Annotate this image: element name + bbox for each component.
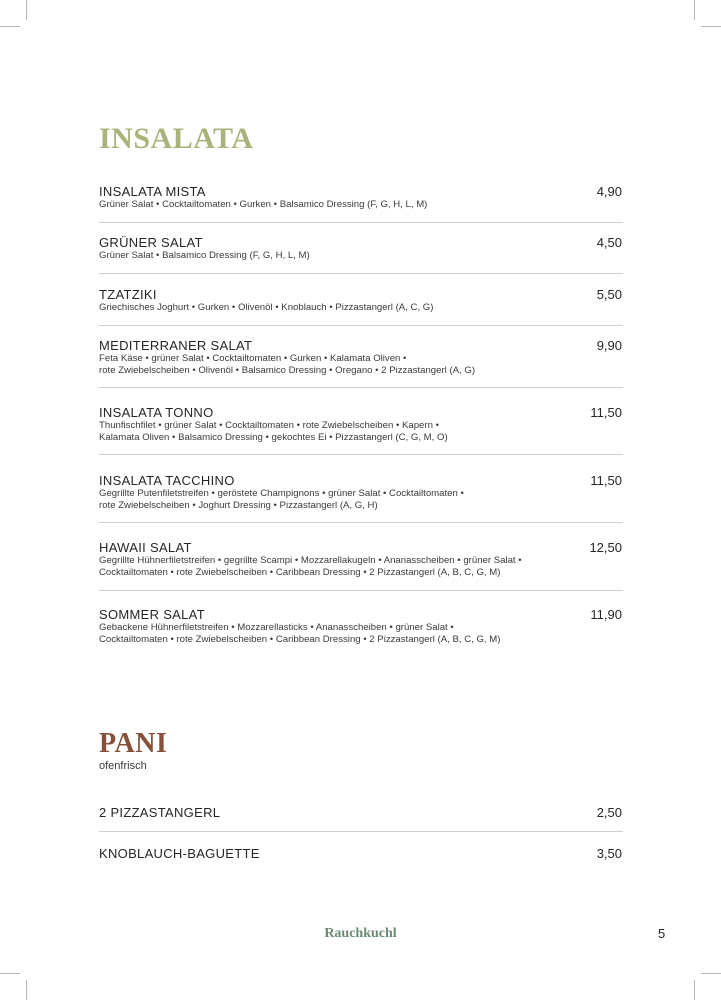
menu-item-description: Grüner Salat • Balsamico Dressing (F, G, H, L, M) bbox=[99, 250, 310, 261]
menu-item-description: Thunfischfilet • grüner Salat • Cocktailtomaten • rote Zwiebelscheiben • Kapern • Kalamata Oliven • Balsamico Dressing • gekochtes Ei • Pizzastangerl (C, G, M, O) bbox=[99, 420, 448, 443]
menu-item-description: Gebackene Hühnerfiletstreifen • Mozzarellasticks • Ananasscheiben • grüner Salat • Cocktailtomaten • rote Zwiebelscheiben • Caribbean Dressing • 2 Pizzastangerl (A, B, C, G, M) bbox=[99, 622, 501, 645]
section-subtitle: ofenfrisch bbox=[99, 760, 147, 772]
crop-mark bbox=[701, 973, 721, 974]
menu-item bbox=[99, 473, 623, 523]
menu-item bbox=[99, 805, 623, 832]
menu-item-description: Gegrillte Putenfiletstreifen • geröstete Champignons • grüner Salat • Cocktailtomaten • rote Zwiebelscheiben • Joghurt Dressing • Pizzastangerl (A, G, H) bbox=[99, 488, 464, 511]
menu-item-price: 4,50 bbox=[596, 235, 622, 250]
menu-item-name: TZATZIKI bbox=[99, 287, 157, 302]
crop-mark bbox=[26, 980, 27, 1000]
crop-mark bbox=[0, 973, 20, 974]
menu-item-name: SOMMER SALAT bbox=[99, 607, 205, 622]
page-number: 5 bbox=[658, 926, 666, 941]
crop-mark bbox=[694, 980, 695, 1000]
menu-item-description: Griechisches Joghurt • Gurken • Olivenöl • Knoblauch • Pizzastangerl (A, C, G) bbox=[99, 302, 434, 313]
menu-item bbox=[99, 607, 623, 652]
menu-item-description: Gegrillte Hühnerfiletstreifen • gegrillte Scampi • Mozzarellakugeln • Ananasscheiben • grüner Salat • Cocktailtomaten • rote Zwiebelscheiben • Caribbean Dressing • 2 Pizzastangerl (A, B, C, G, M) bbox=[99, 555, 522, 578]
menu-item-name: INSALATA TONNO bbox=[99, 405, 214, 420]
menu-item-price: 3,50 bbox=[596, 846, 622, 861]
menu-item-price: 9,90 bbox=[596, 338, 622, 353]
menu-item-price: 11,50 bbox=[590, 473, 622, 488]
menu-item-price: 11,50 bbox=[590, 405, 622, 420]
menu-item-name: INSALATA MISTA bbox=[99, 184, 206, 199]
menu-item-price: 4,90 bbox=[596, 184, 622, 199]
menu-item-price: 12,50 bbox=[589, 540, 622, 555]
menu-item-name: HAWAII SALAT bbox=[99, 540, 192, 555]
menu-item bbox=[99, 338, 623, 388]
menu-item-price: 2,50 bbox=[596, 805, 622, 820]
menu-item bbox=[99, 287, 623, 326]
section-title-pani: PANI bbox=[99, 728, 168, 759]
crop-mark bbox=[701, 26, 721, 27]
menu-item bbox=[99, 405, 623, 455]
menu-item bbox=[99, 235, 623, 274]
menu-item-price: 11,90 bbox=[590, 607, 622, 622]
menu-item-price: 5,50 bbox=[596, 287, 622, 302]
menu-item bbox=[99, 540, 623, 591]
crop-mark bbox=[0, 26, 20, 27]
menu-item bbox=[99, 184, 623, 223]
crop-mark bbox=[694, 0, 695, 20]
crop-mark bbox=[26, 0, 27, 20]
section-title-insalata: INSALATA bbox=[99, 122, 254, 155]
menu-item-name: MEDITERRANER SALAT bbox=[99, 338, 253, 353]
menu-item-description: Grüner Salat • Cocktailtomaten • Gurken • Balsamico Dressing (F, G, H, L, M) bbox=[99, 199, 428, 210]
footer-brand-logo: Rauchkuchl bbox=[324, 926, 397, 941]
menu-item-name: KNOBLAUCH-BAGUETTE bbox=[99, 846, 260, 861]
menu-item-description: Feta Käse • grüner Salat • Cocktailtomaten • Gurken • Kalamata Oliven • rote Zwiebelscheiben • Olivenöl • Balsamico Dressing • Oregano • 2 Pizzastangerl (A, G) bbox=[99, 353, 476, 376]
menu-item-name: 2 PIZZASTANGERL bbox=[99, 805, 221, 820]
menu-item bbox=[99, 846, 623, 866]
menu-item-name: INSALATA TACCHINO bbox=[99, 473, 235, 488]
menu-item-name: GRÜNER SALAT bbox=[99, 235, 203, 250]
